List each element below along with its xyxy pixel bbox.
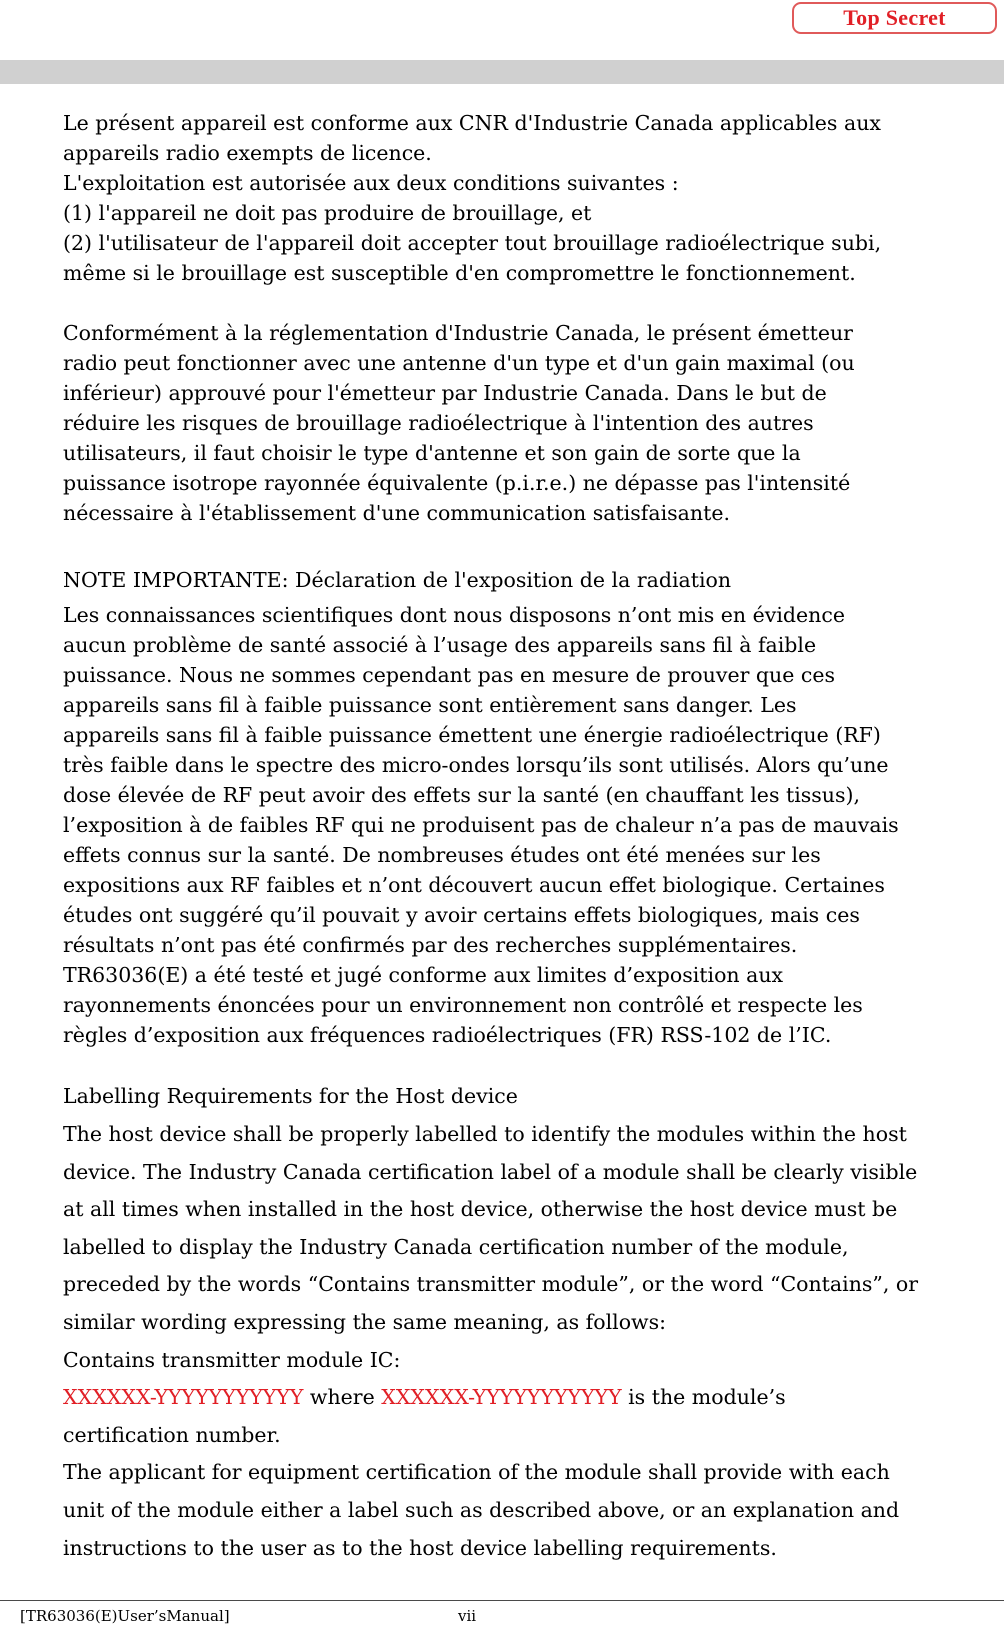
radiation-heading: NOTE IMPORTANTE: Déclaration de l'exposition de la radiation: [63, 568, 732, 592]
text-line: même si le brouillage est susceptible d'en compromettre le fonctionnement.: [63, 261, 856, 285]
classification-badge: Top Secret: [792, 2, 997, 34]
text-line: réduire les risques de brouillage radioélectrique à l'intention des autres: [63, 411, 814, 435]
manual-name: [TR63036(E)User’sManual]: [20, 1607, 230, 1625]
text-line: The applicant for equipment certification of the module shall provide with each: [63, 1460, 890, 1485]
text-line: similar wording expressing the same meaning, as follows:: [63, 1309, 667, 1334]
text-fragment: is the module’s: [621, 1385, 786, 1410]
text-line: (2) l'utilisateur de l'appareil doit accepter tout brouillage radioélectrique subi,: [63, 231, 882, 255]
text-line: labelled to display the Industry Canada certification number of the module,: [63, 1234, 849, 1259]
text-line: radio peut fonctionner avec une antenne d'un type et d'un gain maximal (ou: [63, 351, 855, 375]
text-line: résultats n’ont pas été confirmés par des recherches supplémentaires.: [63, 933, 798, 957]
text-line: règles d’exposition aux fréquences radioélectriques (FR) RSS-102 de l’IC.: [63, 1023, 832, 1047]
text-line: Le présent appareil est conforme aux CNR d'Industrie Canada applicables aux: [63, 111, 881, 135]
text-line: L'exploitation est autorisée aux deux conditions suivantes :: [63, 171, 679, 195]
radiation-paragraph: [63, 600, 1004, 1050]
certification-code: XXXXXX-YYYYYYYYYYY: [381, 1385, 622, 1410]
text-line: certification number.: [63, 1422, 281, 1447]
certification-code-line: [63, 1379, 1004, 1417]
text-line: très faible dans le spectre des micro-ondes lorsqu’ils sont utilisés. Alors qu’une: [63, 753, 889, 777]
text-line: puissance isotrope rayonnée équivalente (p.i.r.e.) ne dépasse pas l'intensité: [63, 471, 851, 495]
text-line: at all times when installed in the host device, otherwise the host device must be: [63, 1197, 898, 1222]
footer-divider: [0, 1600, 1004, 1601]
text-line: rayonnements énoncées pour un environnement non contrôlé et respecte les: [63, 993, 863, 1017]
header-bar: [0, 60, 1004, 84]
text-line: TR63036(E) a été testé et jugé conforme aux limites d’exposition aux: [63, 963, 784, 987]
page-number: vii: [458, 1607, 477, 1625]
labelling-paragraph: [63, 1116, 1004, 1567]
text-line: appareils radio exempts de licence.: [63, 141, 432, 165]
canada-notice-paragraph: [63, 108, 1004, 288]
text-line: dose élevée de RF peut avoir des effets sur la santé (en chauffant les tissus),: [63, 783, 861, 807]
text-line: utilisateurs, il faut choisir le type d'antenne et son gain de sorte que la: [63, 441, 801, 465]
text-line: Les connaissances scientifiques dont nous disposons n’ont mis en évidence: [63, 603, 845, 627]
text-line: The host device shall be properly labelled to identify the modules within the host: [63, 1122, 907, 1146]
text-line: Contains transmitter module IC:: [63, 1347, 401, 1372]
text-fragment: where: [303, 1385, 382, 1410]
antenna-notice-paragraph: [63, 318, 1004, 528]
text-line: preceded by the words “Contains transmitter module”, or the word “Contains”, or: [63, 1272, 919, 1297]
text-line: inférieur) approuvé pour l'émetteur par Industrie Canada. Dans le but de: [63, 381, 827, 405]
labelling-heading: Labelling Requirements for the Host device: [63, 1084, 518, 1108]
text-line: instructions to the user as to the host device labelling requirements.: [63, 1535, 777, 1560]
text-line: device. The Industry Canada certification label of a module shall be clearly visible: [63, 1159, 918, 1184]
text-line: appareils sans fil à faible puissance émettent une énergie radioélectrique (RF): [63, 723, 881, 747]
text-line: nécessaire à l'établissement d'une communication satisfaisante.: [63, 501, 730, 525]
text-line: expositions aux RF faibles et n’ont découvert aucun effet biologique. Certaines: [63, 873, 885, 897]
page-content: [63, 108, 1004, 1567]
text-line: puissance. Nous ne sommes cependant pas en mesure de prouver que ces: [63, 663, 835, 687]
text-line: (1) l'appareil ne doit pas produire de brouillage, et: [63, 201, 592, 225]
text-line: l’exposition à de faibles RF qui ne produisent pas de chaleur n’a pas de mauvais: [63, 813, 899, 837]
text-line: aucun problème de santé associé à l’usage des appareils sans fil à faible: [63, 633, 817, 657]
text-line: effets connus sur la santé. De nombreuses études ont été menées sur les: [63, 843, 821, 867]
certification-code: XXXXXX-YYYYYYYYYYY: [63, 1385, 304, 1410]
text-line: unit of the module either a label such as described above, or an explanation and: [63, 1497, 900, 1522]
text-line: Conformément à la réglementation d'Industrie Canada, le présent émetteur: [63, 321, 853, 345]
text-line: appareils sans fil à faible puissance sont entièrement sans danger. Les: [63, 693, 797, 717]
text-line: études ont suggéré qu’il pouvait y avoir certains effets biologiques, mais ces: [63, 903, 860, 927]
